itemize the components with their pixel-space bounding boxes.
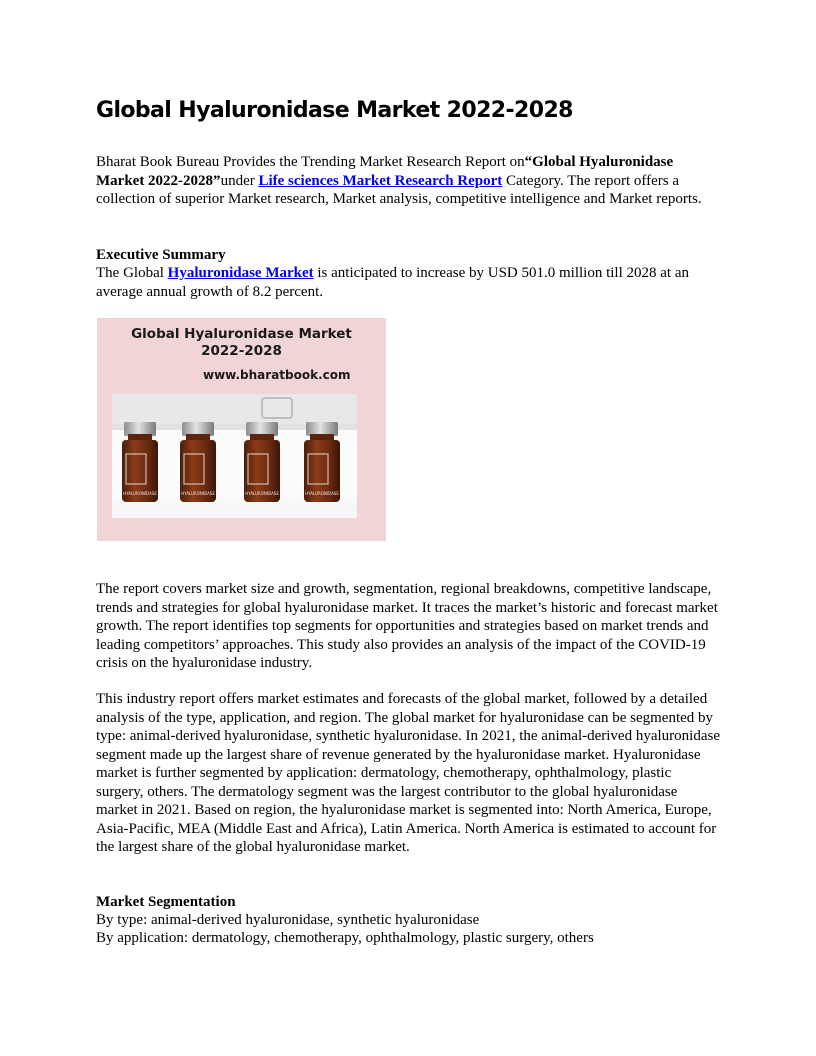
executive-summary-paragraph	[96, 264, 722, 301]
segmentation-by-application: By application: dermatology, chemotherapy, ophthalmology, plastic surgery, others	[96, 930, 594, 946]
report-coverage-paragraph: The report covers market size and growth, segmentation, regional breakdowns, competitive landscape, trends and strategies for global hyaluronidase market. It traces the market’s historic and forecast market growth. The report identifies top segments for opportunities and strategies based on market trends and leading competitors’ approaches. This study also provides an analysis of the impact of the COVID-19 crisis on the hyaluronidase industry.	[96, 581, 718, 671]
svg-text:HYALURONIDASE: HYALURONIDASE	[123, 491, 157, 496]
intro-paragraph	[96, 153, 722, 209]
life-sciences-link[interactable]: Life sciences Market Research Report	[258, 172, 503, 189]
intro-report-title: “Global Hyaluronidase Market 2022-2028”	[96, 154, 674, 189]
segmentation-by-type: By type: animal-derived hyaluronidase, synthetic hyaluronidase	[96, 912, 480, 928]
banner-url: www.bharatbook.com	[203, 368, 351, 382]
report-banner-image	[97, 318, 386, 541]
intro-text-1: Bharat Book Bureau Provides the Trending Market Research Report on	[96, 154, 525, 170]
market-segmentation-heading	[96, 893, 722, 912]
vial-1	[122, 422, 158, 502]
vial-2	[180, 422, 216, 502]
vials-illustration	[112, 394, 357, 518]
market-segmentation-heading-text: Market Segmentation	[96, 894, 236, 910]
industry-report-paragraph: This industry report offers market estimates and forecasts of the global market, followed by a detailed analysis of the type, application, and region. The global market for hyaluronidase can be segmented by type: animal-derived hyaluronidase, synthetic hyaluronidase. In 2021, the animal-derived hyaluronidase segment made up the largest share of revenue generated by the hyaluronidase market. Hyaluronidase market is further segmented by application: dermatology, chemotherapy, ophthalmology, plastic surgery, others. The dermatology segment was the largest contributor to the global hyaluronidase market in 2021. Based on region, the hyaluronidase market is segmented into: North America, Europe, Asia-Pacific, MEA (Middle East and Africa), Latin America. North America is estimated to account for the largest share of the global hyaluronidase market.	[96, 691, 720, 855]
banner-title-line2: 2022-2028	[201, 343, 282, 359]
executive-summary-heading	[96, 246, 722, 265]
executive-text-1: The Global	[96, 265, 168, 281]
executive-summary-heading-text: Executive Summary	[96, 247, 226, 263]
banner-title-line1: Global Hyaluronidase Market	[131, 326, 352, 342]
vial-4	[304, 422, 340, 502]
intro-text-3: Category. The report offers a collection of superior Market research, Market analysis, competitive intelligence and Market reports.	[96, 172, 702, 207]
page-title: Global Hyaluronidase Market 2022-2028	[96, 98, 573, 123]
executive-text-2: is anticipated to increase by USD 501.0 million till 2028 at an average annual growth of 8.2 percent.	[96, 265, 689, 300]
hyaluronidase-market-link[interactable]: Hyaluronidase Market	[167, 265, 314, 281]
svg-text:HYALURONIDASE: HYALURONIDASE	[181, 491, 215, 496]
vials-photo	[112, 394, 357, 518]
vial-3	[244, 422, 280, 502]
svg-text:HYALURONIDASE: HYALURONIDASE	[245, 491, 279, 496]
svg-text:HYALURONIDASE: HYALURONIDASE	[305, 491, 339, 496]
intro-text-2: under	[220, 172, 259, 189]
